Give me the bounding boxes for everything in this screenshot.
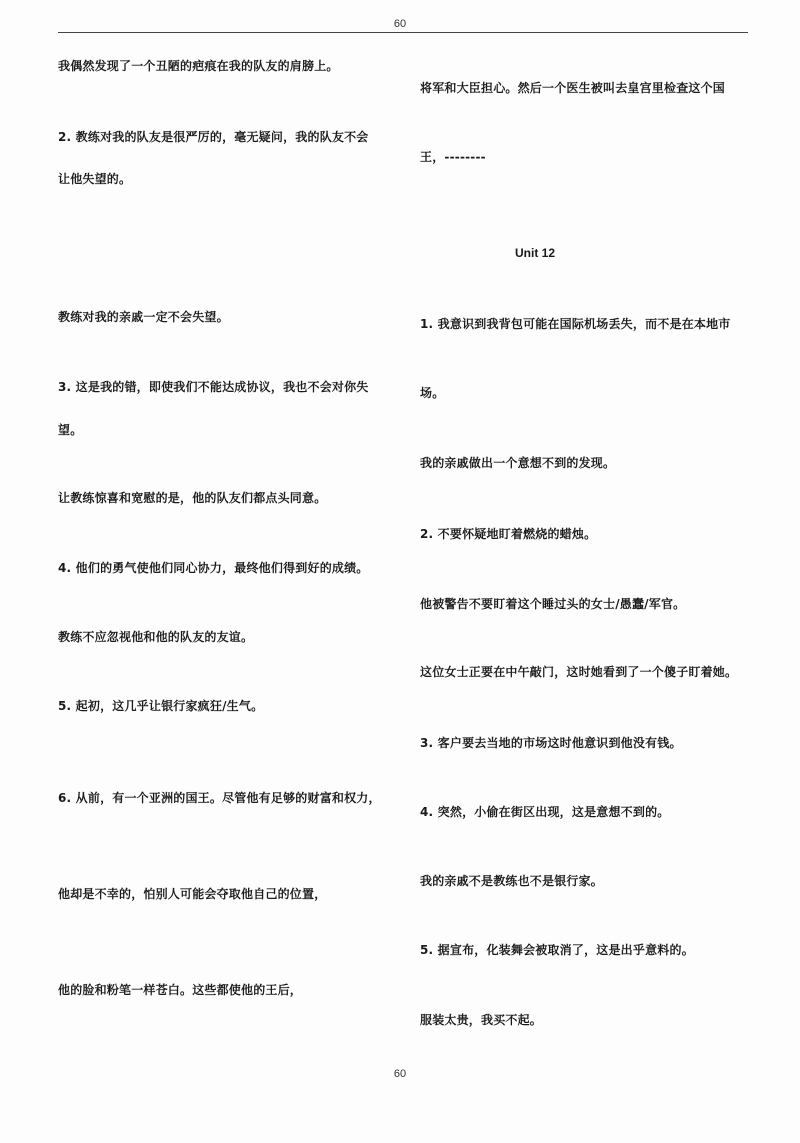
page-number-top: 60 [393,18,407,30]
right-line-11: 服装太贵，我买不起。 [420,1013,543,1027]
right-line-5: 他被警告不要盯着这个睡过头的女士/愚蠢/军官。 [420,597,686,611]
left-line-8: 4. 他们的勇气使他们同心协力，最终他们得到好的成绩。 [58,561,369,575]
left-line-1: 我偶然发现了一个丑陋的疤痕在我的队友的肩膀上。 [58,59,339,73]
left-line-9: 教练不应忽视他和他的队友的友谊。 [58,630,254,644]
left-line-6: 望。 [58,423,83,437]
left-line-13: 他的脸和粉笔一样苍白。这些都使他的王后， [58,983,303,997]
right-line-4: 2. 不要怀疑地盯着燃烧的蜡烛。 [420,527,597,541]
unit-heading: Unit 12 [514,246,555,260]
right-line-7: 3. 客户要去当地的市场这时他意识到他没有钱。 [420,736,682,750]
right-line-10: 5. 据宣布，化装舞会被取消了，这是出乎意料的。 [420,943,694,957]
page-number-bottom: 60 [393,1068,407,1080]
right-intro-line-1: 将军和大臣担心。然后一个医生被叫去皇宫里检查这个国 [420,81,726,95]
right-line-9: 我的亲戚不是教练也不是银行家。 [420,874,604,888]
right-line-8: 4. 突然，小偷在街区出现，这是意想不到的。 [420,805,670,819]
left-line-10: 5. 起初，这几乎让银行家疯狂/生气。 [58,699,264,713]
header-rule [58,32,748,33]
right-line-3: 我的亲戚做出一个意想不到的发现。 [420,456,616,470]
left-line-11: 6. 从前，有一个亚洲的国王。尽管他有足够的财富和权力， [58,791,381,805]
left-line-5: 3. 这是我的错，即使我们不能达成协议，我也不会对你失 [58,380,369,394]
right-line-2: 场。 [420,386,445,400]
left-line-3: 让他失望的。 [58,172,132,186]
left-line-7: 让教练惊喜和宽慰的是，他的队友们都点头同意。 [58,491,327,505]
right-line-1: 1. 我意识到我背包可能在国际机场丢失，而不是在本地市 [420,317,731,331]
right-intro-line-2: 王，-------- [420,150,486,164]
left-line-12: 他却是不幸的，怕别人可能会夺取他自己的位置， [58,887,327,901]
left-line-2: 2. 教练对我的队友是很严厉的，毫无疑问，我的队友不会 [58,130,369,144]
right-line-6: 这位女士正要在中午敲门，这时她看到了一个傻子盯着她。 [420,665,738,679]
left-line-4: 教练对我的亲戚一定不会失望。 [58,310,229,324]
